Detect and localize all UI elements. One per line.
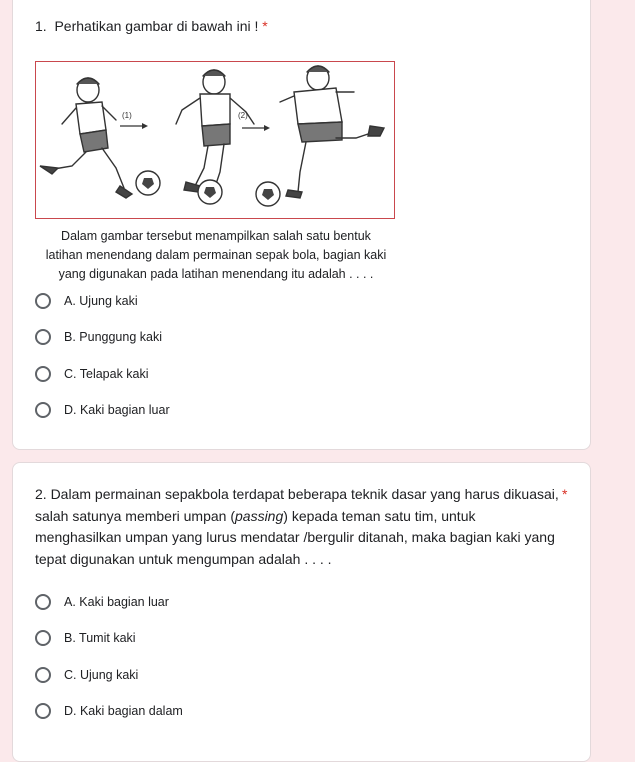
option-label: D. Kaki bagian dalam: [64, 704, 183, 718]
q2-option-c[interactable]: [35, 664, 138, 686]
option-label: C. Telapak kaki: [64, 367, 149, 381]
option-label: B. Punggung kaki: [64, 330, 162, 344]
radio-button[interactable]: [35, 703, 51, 719]
question-1-caption: [35, 227, 397, 284]
radio-button[interactable]: [35, 630, 51, 646]
option-label: B. Tumit kaki: [64, 631, 136, 645]
question-2-text: [35, 484, 563, 570]
radio-button[interactable]: [35, 667, 51, 683]
caption-line-1: Dalam gambar tersebut menampilkan salah satu bentuk: [61, 229, 371, 243]
step-1-label: (1): [122, 111, 132, 120]
q1-option-a[interactable]: [35, 290, 138, 312]
option-label: A. Kaki bagian luar: [64, 595, 169, 609]
question-2-italic-term: passing: [235, 507, 284, 524]
soccer-kick-illustration: [36, 62, 394, 218]
caption-line-2: latihan menendang dalam permainan sepak bola, bagian kaki: [45, 248, 387, 262]
step-2-label: (2): [238, 111, 248, 120]
question-number: 1.: [35, 18, 47, 34]
radio-button[interactable]: [35, 293, 51, 309]
question-2-text-part-1: 2. Dalam permainan sepakbola terdapat beberapa teknik dasar yang harus dikuasai, salah satunya memberi umpan (: [35, 486, 559, 524]
question-card-2: [12, 462, 591, 762]
question-image: [35, 61, 395, 219]
arrow-step-2: [242, 125, 270, 131]
q2-option-a[interactable]: [35, 591, 169, 613]
arrow-step-1: [120, 123, 148, 129]
option-label: D. Kaki bagian luar: [64, 403, 170, 417]
question-title-text: Perhatikan gambar di bawah ini !: [54, 18, 259, 34]
question-2-text-part-2: ) kepada teman satu tim, untuk menghasilkan umpan yang lurus mendatar /bergulir ditanah, maka bagian kaki yang tepat digunakan untuk mengumpan adalah . . . .: [35, 507, 555, 567]
q1-option-b[interactable]: [35, 326, 162, 348]
q1-option-c[interactable]: [35, 363, 149, 385]
required-asterisk: *: [262, 18, 268, 34]
radio-button[interactable]: [35, 402, 51, 418]
question-card-1: [12, 0, 591, 450]
radio-button[interactable]: [35, 594, 51, 610]
radio-button[interactable]: [35, 366, 51, 382]
radio-button[interactable]: [35, 329, 51, 345]
option-label: A. Ujung kaki: [64, 294, 138, 308]
caption-line-3: yang digunakan pada latihan menendang itu adalah . . . .: [58, 267, 374, 281]
option-label: C. Ujung kaki: [64, 668, 139, 682]
q2-option-b[interactable]: [35, 627, 136, 649]
q1-option-d[interactable]: [35, 399, 170, 421]
required-asterisk: *: [562, 486, 568, 502]
question-1-title: [35, 18, 268, 34]
q2-option-d[interactable]: [35, 700, 183, 722]
